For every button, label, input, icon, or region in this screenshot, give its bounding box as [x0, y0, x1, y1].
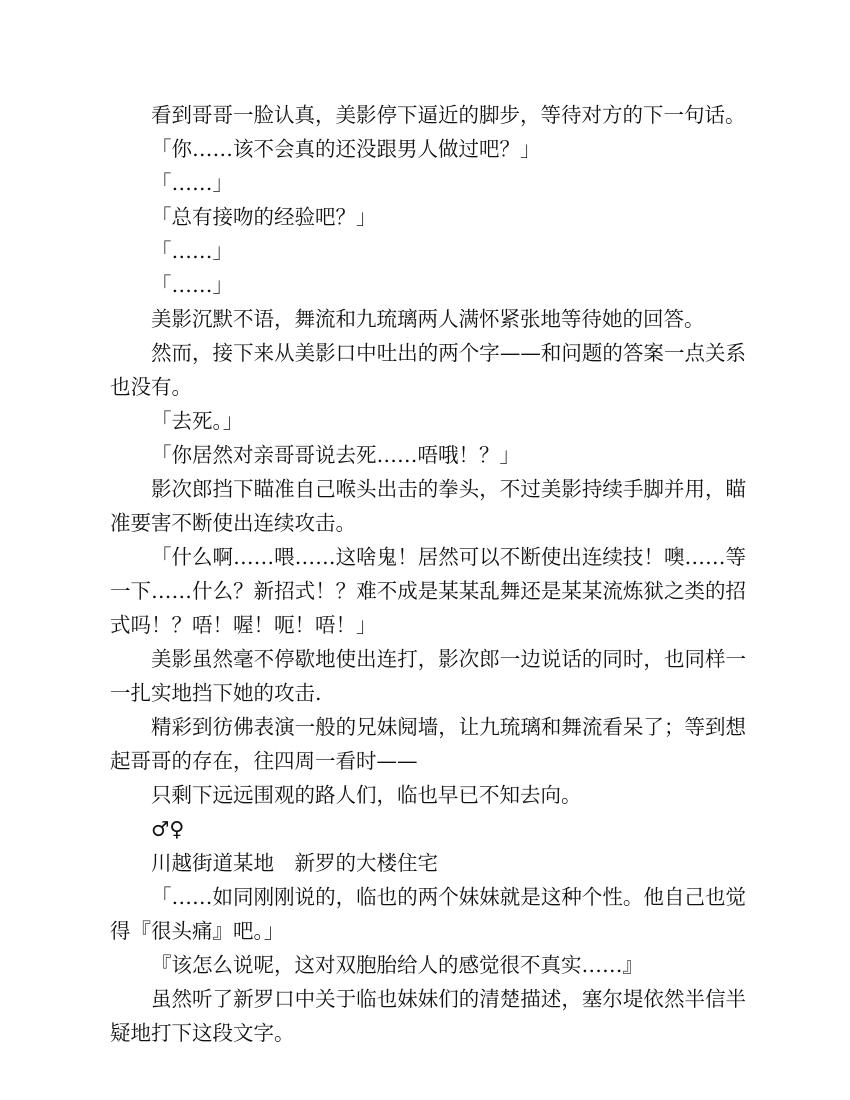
paragraph-10: 「你居然对亲哥哥说去死……唔哦！？」 — [151, 443, 520, 467]
paragraph-2: 「你……该不会真的还没跟男人做过吧？」 — [151, 137, 541, 161]
paragraph-9: 「去死。」 — [151, 409, 244, 433]
paragraph-6: 「……」 — [151, 273, 233, 297]
scene-heading: 川越街道某地 新罗的大楼住宅 — [151, 851, 438, 875]
paragraph-8: 然而，接下来从美影口中吐出的两个字——和问题的答案一点关系也没有。 — [110, 341, 746, 399]
paragraph-19: 『该怎么说呢，这对双胞胎给人的感觉很不真实……』 — [151, 953, 643, 977]
section-break-symbol: ♂♀ — [151, 817, 185, 841]
paragraph-3: 「……」 — [151, 171, 233, 195]
document-page — [110, 98, 746, 1050]
paragraph-18: 「……如同刚刚说的，临也的两个妹妹就是这种个性。他自己也觉得『很头痛』吧。」 — [110, 885, 746, 943]
paragraph-7: 美影沉默不语，舞流和九琉璃两人满怀紧张地等待她的回答。 — [151, 307, 705, 331]
paragraph-4: 「总有接吻的经验吧？」 — [151, 205, 377, 229]
paragraph-14: 精彩到彷佛表演一般的兄妹阋墙，让九琉璃和舞流看呆了；等到想起哥哥的存在，往四周一看时—— — [110, 715, 746, 773]
paragraph-5: 「……」 — [151, 239, 233, 263]
paragraph-12: 「什么啊……喂……这啥鬼！居然可以不断使出连续技！噢……等一下……什么？新招式！？难不成是某某乱舞还是某某流炼狱之类的招式吗！？唔！喔！呃！唔！」 — [110, 545, 746, 637]
paragraph-20: 虽然听了新罗口中关于临也妹妹们的清楚描述，塞尔堤依然半信半疑地打下这段文字。 — [110, 987, 746, 1045]
paragraph-11: 影次郎挡下瞄准自己喉头出击的拳头，不过美影持续手脚并用，瞄准要害不断使出连续攻击。 — [110, 477, 746, 535]
paragraph-15: 只剩下远远围观的路人们，临也早已不知去向。 — [151, 783, 582, 807]
paragraph-1: 看到哥哥一脸认真，美影停下逼近的脚步，等待对方的下一句话。 — [151, 103, 746, 127]
paragraph-13: 美影虽然毫不停歇地使出连打，影次郎一边说话的同时，也同样一一扎实地挡下她的攻击. — [110, 647, 746, 705]
